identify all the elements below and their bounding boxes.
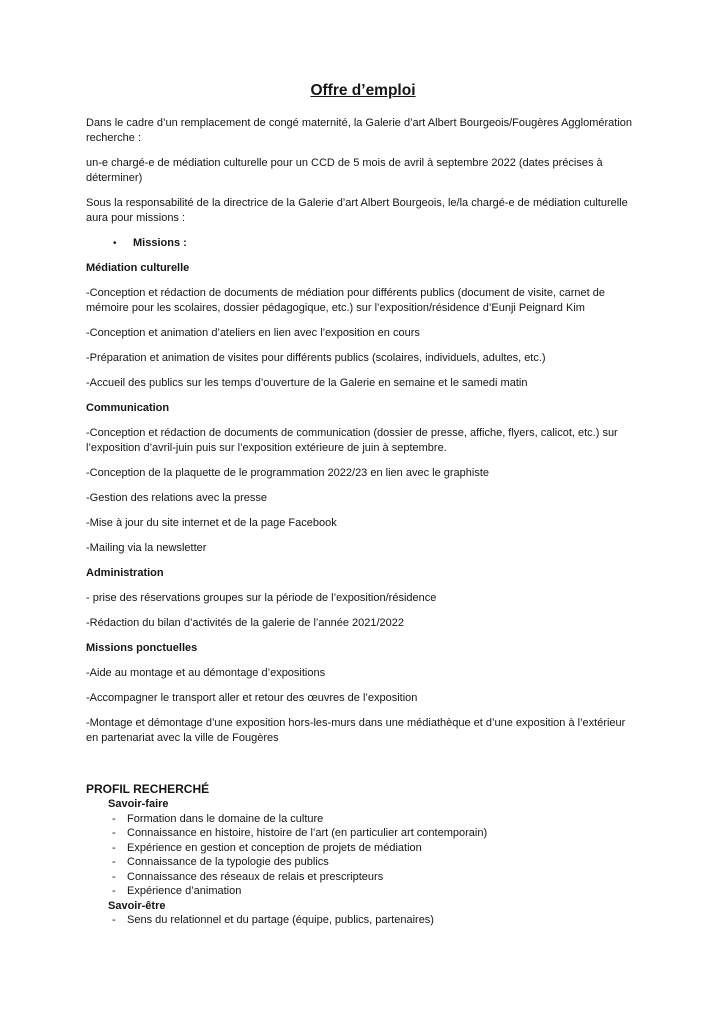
missions-bullet-item — [86, 236, 640, 251]
skill-item — [86, 870, 640, 885]
mission-item: -Conception et rédaction de documents de médiation pour différents publics (document de visite, carnet de mémoire pour les scolaires, dossier pédagogique, etc.) sur l’exposition/résidence d’Eunji Peignard Kim — [86, 287, 605, 314]
dash-icon: - — [112, 841, 116, 854]
skill-text: Connaissance de la typologie des publics — [127, 856, 329, 868]
mission-item: -Gestion des relations avec la presse — [86, 492, 267, 504]
mission-item: -Accueil des publics sur les temps d’ouverture de la Galerie en semaine et le samedi matin — [86, 377, 528, 389]
mission-item: -Conception et rédaction de documents de communication (dossier de presse, affiche, flyers, calicot, etc.) sur l’exposition d’avril-juin puis sur l’exposition extérieure de juin à septembre. — [86, 427, 618, 454]
section-heading-administration: Administration — [86, 567, 164, 579]
intro-paragraph-2: un-e chargé-e de médiation culturelle pour un CCD de 5 mois de avril à septembre 2022 (dates précises à déterminer) — [86, 157, 603, 184]
dash-icon: - — [112, 856, 116, 868]
page-title: Offre d’emploi — [310, 82, 416, 99]
profile-heading: PROFIL RECHERCHÉ — [86, 782, 210, 796]
section-heading-communication: Communication — [86, 402, 170, 414]
mission-item: -Mailing via la newsletter — [86, 542, 207, 554]
subheading-savoir-etre: Savoir-être — [108, 899, 166, 912]
skill-text: Expérience en gestion et conception de projets de médiation — [127, 841, 422, 854]
skill-item — [86, 841, 640, 856]
dash-icon: - — [112, 914, 116, 926]
dash-icon: - — [112, 827, 116, 839]
skill-text: Expérience d’animation — [127, 885, 242, 897]
skill-item — [86, 826, 640, 841]
mission-item: -Conception de la plaquette de le programmation 2022/23 en lien avec le graphiste — [86, 467, 489, 479]
mission-item: -Rédaction du bilan d’activités de la galerie de l’année 2021/2022 — [86, 617, 405, 629]
skill-text: Formation dans le domaine de la culture — [127, 812, 324, 825]
profile-section — [86, 782, 640, 928]
skill-item — [86, 913, 640, 928]
skill-text: Sens du relationnel et du partage (équipe, publics, partenaires) — [127, 914, 434, 926]
dash-icon: - — [112, 870, 116, 883]
dash-icon: - — [112, 812, 116, 825]
subheading-savoir-faire: Savoir-faire — [108, 798, 169, 810]
skill-text: Connaissance en histoire, histoire de l’art (en particulier art contemporain) — [127, 827, 488, 839]
skill-item — [86, 812, 640, 827]
mission-item: -Accompagner le transport aller et retour des œuvres de l’exposition — [86, 692, 418, 704]
skill-item — [86, 855, 640, 870]
missions-label: Missions : — [133, 237, 187, 249]
bullet-icon: • — [113, 238, 117, 249]
section-heading-missions-ponctuelles: Missions ponctuelles — [86, 642, 198, 654]
mission-item: -Montage et démontage d’une exposition hors-les-murs dans une médiathèque et d’une exposition à l’extérieur en partenariat avec la ville de Fougères — [86, 717, 626, 744]
intro-paragraph-3: Sous la responsabilité de la directrice de la Galerie d’art Albert Bourgeois, le/la chargé-e de médiation culturelle aura pour missions : — [86, 197, 628, 224]
mission-item: -Conception et animation d’ateliers en lien avec l’exposition en cours — [86, 327, 420, 339]
dash-icon: - — [112, 885, 116, 897]
mission-item: - prise des réservations groupes sur la période de l’exposition/résidence — [86, 592, 437, 604]
section-heading-mediation-culturelle: Médiation culturelle — [86, 262, 190, 274]
mission-item: -Préparation et animation de visites pour différents publics (scolaires, individuels, adultes, etc.) — [86, 352, 546, 364]
intro-paragraph-1: Dans le cadre d’un remplacement de congé maternité, la Galerie d’art Albert Bourgeois/Fougères Agglomération recherche : — [86, 117, 633, 144]
skill-item — [86, 884, 640, 899]
mission-item: -Aide au montage et au démontage d’expositions — [86, 667, 326, 679]
skill-text: Connaissance des réseaux de relais et prescripteurs — [127, 870, 384, 883]
mission-item: -Mise à jour du site internet et de la page Facebook — [86, 517, 337, 529]
